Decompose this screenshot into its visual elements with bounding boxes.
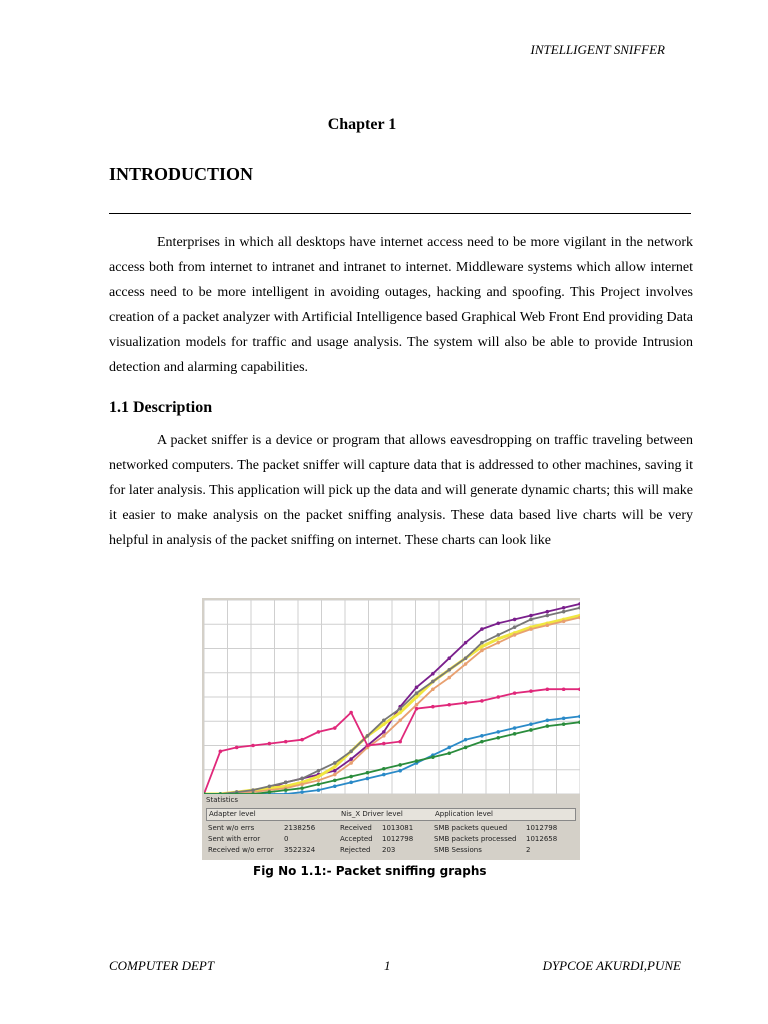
statistics-panel bbox=[204, 796, 576, 858]
data-point bbox=[562, 606, 566, 610]
stat-value: 1012798 bbox=[526, 824, 558, 832]
data-point bbox=[382, 730, 386, 734]
data-point bbox=[496, 730, 500, 734]
data-point bbox=[513, 726, 517, 730]
data-point bbox=[300, 790, 304, 794]
data-point bbox=[333, 779, 337, 783]
stat-value: 2 bbox=[526, 846, 531, 854]
data-point bbox=[333, 765, 337, 769]
data-point bbox=[447, 746, 451, 750]
data-point bbox=[546, 614, 550, 618]
chapter-label-text: Chapter 1 bbox=[327, 116, 397, 133]
data-point bbox=[268, 790, 272, 794]
data-point bbox=[447, 751, 451, 755]
footer-left: COMPUTER DEPT bbox=[109, 958, 215, 973]
data-point bbox=[496, 637, 500, 641]
data-point bbox=[317, 769, 321, 773]
data-point bbox=[333, 773, 337, 777]
data-point bbox=[398, 707, 402, 711]
stat-value: 0 bbox=[284, 835, 289, 843]
stat-label: SMB packets queued bbox=[434, 824, 508, 832]
stat-label: Sent w/o errs bbox=[208, 824, 255, 832]
line-chart bbox=[204, 600, 580, 794]
chapter-label bbox=[0, 116, 768, 134]
chapter-title: INTRODUCTION bbox=[109, 164, 254, 184]
data-point bbox=[529, 722, 533, 726]
data-point bbox=[382, 773, 386, 777]
data-point bbox=[496, 641, 500, 645]
data-point bbox=[333, 769, 337, 773]
data-point bbox=[382, 742, 386, 746]
data-point bbox=[382, 767, 386, 771]
data-point bbox=[496, 695, 500, 699]
data-point bbox=[496, 736, 500, 740]
data-point bbox=[480, 699, 484, 703]
page-number: 1 bbox=[384, 958, 391, 973]
data-point bbox=[317, 775, 321, 779]
stat-label: SMB Sessions bbox=[434, 846, 482, 854]
data-point bbox=[415, 691, 419, 695]
data-point bbox=[415, 695, 419, 699]
data-point bbox=[268, 742, 272, 746]
data-point bbox=[480, 645, 484, 649]
data-point bbox=[513, 691, 517, 695]
data-point bbox=[513, 618, 517, 622]
data-point bbox=[219, 750, 223, 754]
data-point bbox=[317, 783, 321, 787]
data-point bbox=[546, 718, 550, 722]
data-point bbox=[349, 750, 353, 754]
col-driver-level: Nis_X Driver level bbox=[341, 810, 403, 818]
data-point bbox=[578, 715, 580, 719]
data-point bbox=[513, 633, 517, 637]
data-point bbox=[382, 734, 386, 738]
stat-value: 1013081 bbox=[382, 824, 414, 832]
data-point bbox=[398, 718, 402, 722]
data-point bbox=[317, 788, 321, 792]
stat-label: Sent with error bbox=[208, 835, 261, 843]
data-point bbox=[284, 740, 288, 744]
data-point bbox=[447, 676, 451, 680]
title-divider bbox=[109, 213, 691, 214]
data-point bbox=[300, 738, 304, 742]
statistics-header bbox=[206, 808, 576, 821]
data-point bbox=[431, 672, 435, 676]
data-point bbox=[578, 687, 580, 691]
data-point bbox=[529, 618, 533, 622]
data-point bbox=[464, 738, 468, 742]
description-paragraph-text: A packet sniffer is a device or program that allows eavesdropping on traffic traveling between networked computers. The packet sniffer will capture data that is addressed to other machines, saving it for later analysis. This application will pick up the data and will generate dynamic charts; this will make it easier to make analysis on the packet sniffing analysis. These data based live charts will be very helpful in analysis of the packet sniffing on internet. These charts can look like bbox=[109, 433, 693, 548]
data-point bbox=[366, 744, 370, 748]
data-point bbox=[464, 662, 468, 666]
data-point bbox=[480, 649, 484, 653]
data-point bbox=[480, 740, 484, 744]
data-point bbox=[529, 689, 533, 693]
description-paragraph bbox=[109, 428, 693, 553]
data-point bbox=[480, 627, 484, 631]
data-point bbox=[431, 687, 435, 691]
data-point bbox=[349, 711, 353, 715]
col-adapter-level: Adapter level bbox=[209, 810, 256, 818]
data-point bbox=[529, 627, 533, 631]
data-point bbox=[546, 724, 550, 728]
data-point bbox=[513, 625, 517, 629]
data-point bbox=[398, 711, 402, 715]
data-point bbox=[562, 687, 566, 691]
data-point bbox=[251, 744, 255, 748]
data-point bbox=[300, 777, 304, 781]
data-point bbox=[366, 734, 370, 738]
data-point bbox=[317, 779, 321, 783]
data-point bbox=[398, 763, 402, 767]
data-point bbox=[447, 703, 451, 707]
data-point bbox=[496, 621, 500, 625]
data-point bbox=[447, 656, 451, 660]
stat-value: 3522324 bbox=[284, 846, 316, 854]
data-point bbox=[415, 703, 419, 707]
data-point bbox=[284, 788, 288, 792]
stat-label: SMB packets processed bbox=[434, 835, 517, 843]
data-point bbox=[546, 623, 550, 627]
statistics-title: Statistics bbox=[206, 796, 238, 804]
data-point bbox=[529, 614, 533, 618]
data-point bbox=[431, 680, 435, 684]
stat-value: 2138256 bbox=[284, 824, 316, 832]
data-point bbox=[284, 781, 288, 785]
data-point bbox=[366, 777, 370, 781]
stat-value: 1012798 bbox=[382, 835, 414, 843]
data-point bbox=[464, 746, 468, 750]
data-point bbox=[349, 761, 353, 765]
data-point bbox=[382, 718, 386, 722]
data-point bbox=[333, 726, 337, 730]
data-point bbox=[251, 788, 255, 792]
data-point bbox=[562, 717, 566, 721]
data-point bbox=[366, 771, 370, 775]
footer-right: DYPCOE AKURDI,PUNE bbox=[542, 958, 681, 973]
stats-row bbox=[208, 846, 574, 857]
data-point bbox=[546, 687, 550, 691]
data-point bbox=[300, 786, 304, 790]
data-point bbox=[300, 783, 304, 787]
data-point bbox=[464, 656, 468, 660]
data-point bbox=[431, 705, 435, 709]
data-point bbox=[415, 686, 419, 690]
data-point bbox=[513, 732, 517, 736]
data-point bbox=[529, 728, 533, 732]
data-point bbox=[235, 746, 239, 750]
data-point bbox=[496, 633, 500, 637]
figure-caption: Fig No 1.1:- Packet sniffing graphs bbox=[253, 864, 487, 878]
data-point bbox=[447, 668, 451, 672]
intro-paragraph bbox=[109, 230, 693, 380]
data-point bbox=[464, 641, 468, 645]
intro-paragraph-text: Enterprises in which all desktops have internet access need to be more vigilant in the network access both from internet to intranet and intranet to internet. Middleware systems which allow internet access need to be more intelligent in avoiding outages, hacking and spoofing. This Project involves creation of a packet analyzer with Artificial Intelligence based Graphical Web Front End providing Data visualization models for traffic and usage analysis. The system will also be able to provide Intrusion detection and alarming capabilities. bbox=[109, 235, 693, 375]
data-point bbox=[398, 769, 402, 773]
stat-value: 203 bbox=[382, 846, 396, 854]
section-heading: 1.1 Description bbox=[109, 399, 213, 416]
stats-row bbox=[208, 824, 574, 835]
data-point bbox=[464, 701, 468, 705]
data-point bbox=[333, 761, 337, 765]
data-point bbox=[562, 610, 566, 614]
stat-label: Received bbox=[340, 824, 372, 832]
data-point bbox=[431, 755, 435, 759]
data-point bbox=[349, 781, 353, 785]
data-point bbox=[480, 641, 484, 645]
data-point bbox=[284, 792, 288, 794]
data-point bbox=[562, 620, 566, 624]
data-point bbox=[480, 734, 484, 738]
running-header: INTELLIGENT SNIFFER bbox=[530, 42, 665, 57]
stat-label: Rejected bbox=[340, 846, 371, 854]
col-application-level: Application level bbox=[435, 810, 493, 818]
data-point bbox=[333, 784, 337, 788]
data-point bbox=[349, 757, 353, 761]
stat-value: 1012658 bbox=[526, 835, 558, 843]
data-point bbox=[415, 759, 419, 763]
stat-label: Accepted bbox=[340, 835, 373, 843]
data-point bbox=[415, 707, 419, 711]
figure-screenshot bbox=[202, 598, 580, 860]
data-point bbox=[546, 610, 550, 614]
data-point bbox=[562, 722, 566, 726]
data-point bbox=[317, 730, 321, 734]
data-point bbox=[382, 722, 386, 726]
data-point bbox=[349, 775, 353, 779]
stat-label: Received w/o error bbox=[208, 846, 274, 854]
stats-row bbox=[208, 835, 574, 846]
data-point bbox=[268, 784, 272, 788]
data-point bbox=[398, 740, 402, 744]
